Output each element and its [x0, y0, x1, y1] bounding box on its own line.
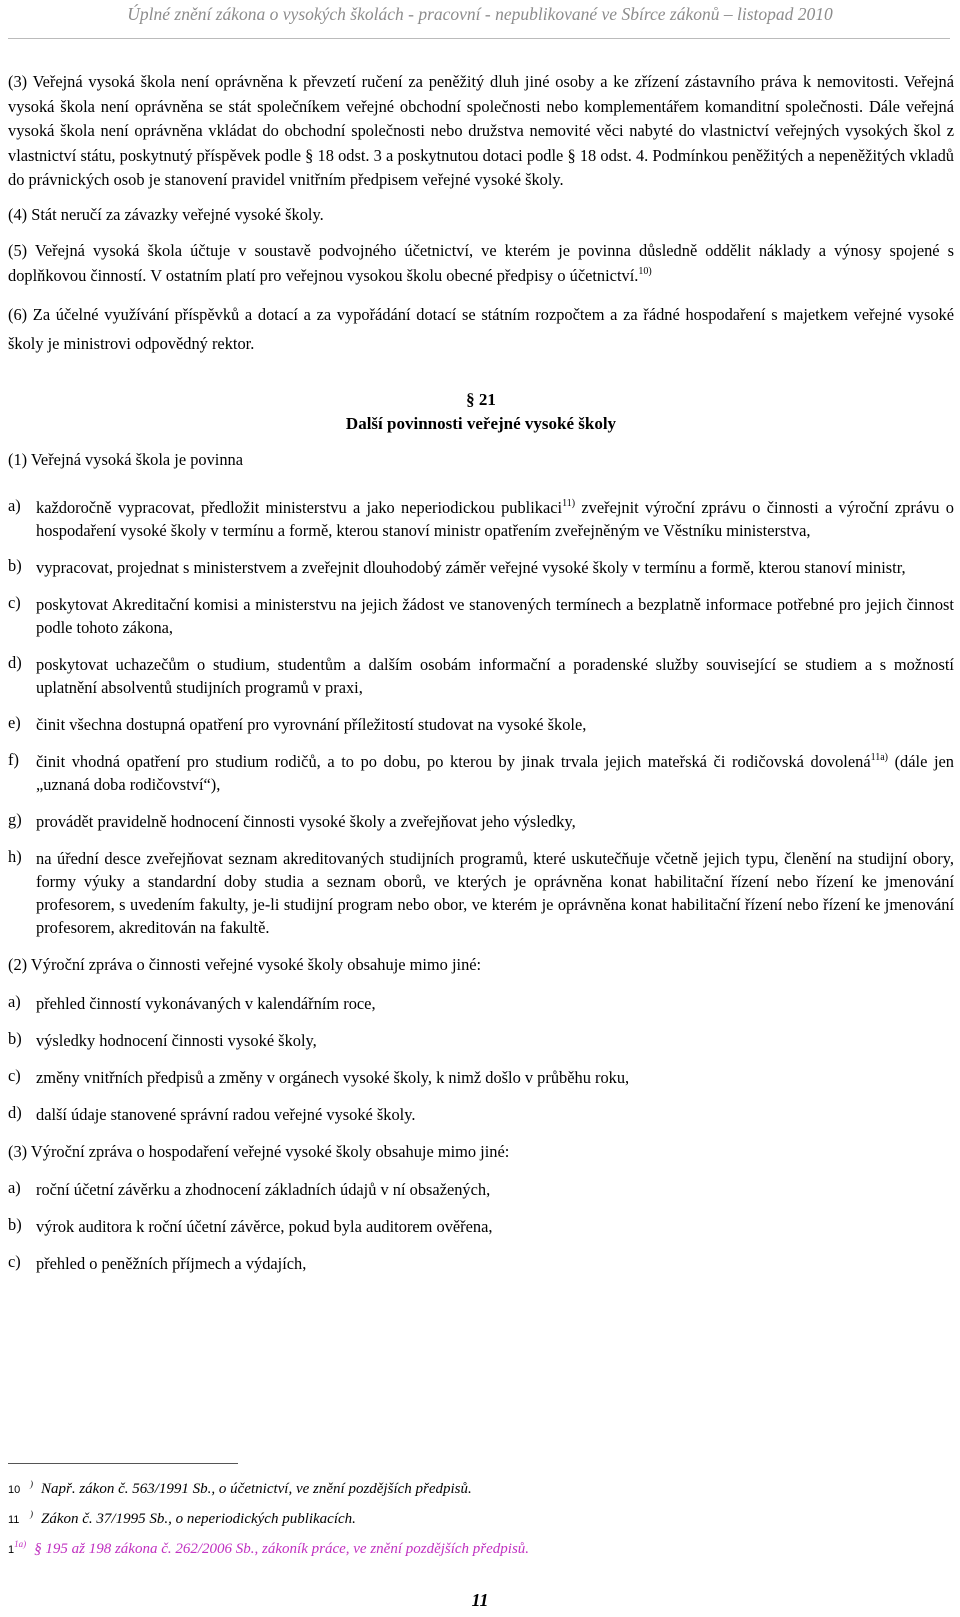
item-label: b)	[8, 1028, 22, 1048]
item-text: poskytovat Akreditační komisi a ministerstvu na jejich žádost ve stanovených termínech a bezplatně informace potřebné pro jejich činnost podle tohoto zákona,	[36, 595, 954, 637]
footnote-marker: 1a)	[14, 1539, 27, 1549]
footnote-ref-11[interactable]: 11)	[562, 498, 576, 509]
item-text: výrok auditora k roční účetní závěrce, pokud byla auditorem ověřena,	[36, 1217, 493, 1236]
section-lead: (1) Veřejná vysoká škola je povinna	[8, 450, 244, 469]
footnotes	[8, 1472, 948, 1562]
item-label: c)	[8, 593, 21, 612]
item-text: změny vnitřních předpisů a změny v orgánech vysoké školy, k nimž došlo v průběhu roku,	[36, 1067, 630, 1087]
list-item	[8, 1103, 954, 1126]
item-text: provádět pravidelně hodnocení činnosti vysoké školy a zveřejňovat jeho výsledky,	[36, 812, 576, 831]
item-text-part: každoročně vypracovat, předložit ministerstvu a jako neperiodickou publikaci	[36, 498, 563, 517]
item-text: výsledky hodnocení činnosti vysoké školy,	[36, 1030, 317, 1050]
item-text-part: (dále jen „uznaná doba rodičovství“),	[36, 752, 954, 794]
paragraph-5	[8, 239, 954, 288]
paragraph-5-text: (5) Veřejná vysoká škola účtuje v soustavě podvojného účetnictví, ve kterém je povinna důsledně oddělit náklady a výnosy spojené s doplňkovou činností. V ostatním platí pro veřejnou vysokou školu obecné předpisy o účetnictví.	[8, 241, 954, 285]
paragraph-3-finance: (3) Výroční zpráva o hospodaření veřejné vysoké školy obsahuje mimo jiné:	[8, 1141, 510, 1161]
item-label: b)	[8, 556, 22, 575]
footnote-marker: )	[30, 1479, 33, 1489]
item-text: vypracovat, projednat s ministerstvem a zveřejnit dlouhodobý záměr veřejné vysoké školy v termínu a formě, kterou stanoví ministr,	[36, 558, 906, 577]
footnote-10	[8, 1472, 948, 1502]
item-text: poskytovat uchazečům o studium, studentům a dalším osobám informační a poradenské služby související se studiem a s možností uplatnění absolventů studijních programů v praxi,	[36, 655, 954, 697]
item-text	[36, 496, 954, 542]
item-text: další údaje stanovené správní radou veřejné vysoké školy.	[36, 1104, 416, 1124]
list-item	[8, 1066, 954, 1089]
footnote-11	[8, 1502, 948, 1532]
list-item	[8, 1029, 954, 1052]
list-item	[8, 1178, 954, 1201]
item-text-part: zveřejnit výroční zprávu o činnosti a výroční zprávu o hospodaření vysoké školy v termínu a formě, kterou stanoví ministr opatřením zveřejněným ve Věstníku ministerstva,	[36, 498, 954, 540]
footnote-link-text[interactable]: § 195 až 198 zákona č. 262/2006 Sb., zákoník práce, ve znění pozdějších předpisů.	[34, 1541, 530, 1557]
item-label: f)	[8, 750, 19, 769]
header-divider	[8, 38, 950, 39]
footnote-ref-11a[interactable]: 11a)	[870, 752, 888, 763]
paragraph-2: (2) Výroční zpráva o činnosti veřejné vysoké školy obsahuje mimo jiné:	[8, 955, 482, 974]
list-item	[8, 713, 954, 736]
footnote-number: 1	[8, 1544, 15, 1556]
item-text: přehled o peněžních příjmech a výdajích,	[36, 1254, 307, 1273]
item-label: a)	[8, 1178, 21, 1197]
item-label: b)	[8, 1215, 22, 1234]
footnote-ref-10[interactable]: 10)	[638, 265, 652, 277]
section-21-heading	[8, 390, 954, 482]
item-text: činit všechna dostupná opatření pro vyrovnání příležitostí studovat na vysoké škole,	[36, 715, 587, 734]
paragraph-6: (6) Za účelné využívání příspěvků a dotací a za vypořádání dotací se státním rozpočtem a za řádné hospodaření s majetkem veřejné vysoké školy je ministrovi odpovědný rektor.	[8, 305, 954, 353]
list-item	[8, 556, 954, 579]
item-text	[36, 750, 954, 796]
document-body	[8, 70, 954, 1289]
list-item	[8, 1215, 954, 1238]
item-text: na úřední desce zveřejňovat seznam akreditovaných studijních programů, které uskutečňuje včetně jejich typu, členění na studijní obory, formy výuky a standardní doby studia a seznam oborů, ve kterých je oprávněna konat habilitační řízení nebo řízení ke jmenování profesorem, s uvedením fakulty, je-li studijní program nebo obor, ve kterém je oprávněna konat habilitační řízení nebo řízení ke jmenování profesorem, akreditován na fakultě.	[36, 849, 954, 937]
section-title: Další povinnosti veřejné vysoké školy	[345, 414, 617, 433]
item-text-part: činit vhodná opatření pro studium rodičů, a to po dobu, po kterou by jinak trvala jejich mateřská či rodičovská dovolená	[36, 752, 871, 771]
list-item	[8, 750, 954, 796]
item-label: g)	[8, 810, 22, 829]
section-number: § 21	[466, 390, 496, 409]
item-label: h)	[8, 847, 22, 866]
list-item	[8, 653, 954, 699]
item-label: a)	[8, 991, 21, 1011]
footnote-11a[interactable]	[8, 1532, 948, 1562]
footnote-text: Např. zákon č. 563/1991 Sb., o účetnictví, ve znění pozdějších předpisů.	[41, 1481, 472, 1497]
item-label: c)	[8, 1065, 21, 1085]
list-item	[8, 496, 954, 542]
item-label: c)	[8, 1252, 21, 1271]
footnote-marker: )	[30, 1509, 33, 1519]
paragraph-4: (4) Stát neručí za závazky veřejné vysoké školy.	[8, 204, 324, 224]
item-text: přehled činností vykonávaných v kalendářním roce,	[36, 993, 376, 1013]
list-item	[8, 847, 954, 939]
duties-list	[8, 496, 954, 939]
list-item	[8, 992, 954, 1015]
page-header: Úplné znění zákona o vysokých školách - pracovní - nepublikované ve Sbírce zákonů – listopad 2010	[127, 4, 833, 24]
footnote-number: 11	[8, 1514, 20, 1526]
item-label: d)	[8, 1102, 22, 1122]
item-text: roční účetní závěrku a zhodnocení základních údajů v ní obsažených,	[36, 1180, 491, 1199]
item-label: a)	[8, 496, 21, 515]
footnote-number: 10	[8, 1484, 21, 1496]
list-item	[8, 593, 954, 639]
item-label: e)	[8, 713, 21, 732]
list-item	[8, 810, 954, 833]
list-item	[8, 1252, 954, 1275]
finance-report-list	[8, 1178, 954, 1275]
paragraph-3: (3) Veřejná vysoká škola není oprávněna k převzetí ručení za peněžitý dluh jiné osoby a ke zřízení zástavního práva k nemovitosti. Veřejná vysoká škola není oprávněna se stát společníkem veřejné obchodní společnosti nebo komplementářem komanditní společnosti. Dále veřejná vysoká škola není oprávněna vkládat do obchodní společnosti nebo družstva nemovité věci nabyté do vlastnictví veřejných vysokých škol z vlastnictví státu, poskytnutý příspěvek podle § 18 odst. 3 a poskytnutou dotaci podle § 18 odst. 4. Podmínkou peněžitých a nepeněžitých vkladů do právnických osob je stanovení pravidel vnitřním předpisem veřejné vysoké školy.	[8, 72, 954, 189]
footnote-text: Zákon č. 37/1995 Sb., o neperiodických publikacích.	[41, 1511, 356, 1527]
footnote-divider	[8, 1463, 238, 1464]
item-label: d)	[8, 653, 22, 672]
annual-report-list	[8, 992, 954, 1126]
page-number: 11	[471, 1590, 489, 1610]
